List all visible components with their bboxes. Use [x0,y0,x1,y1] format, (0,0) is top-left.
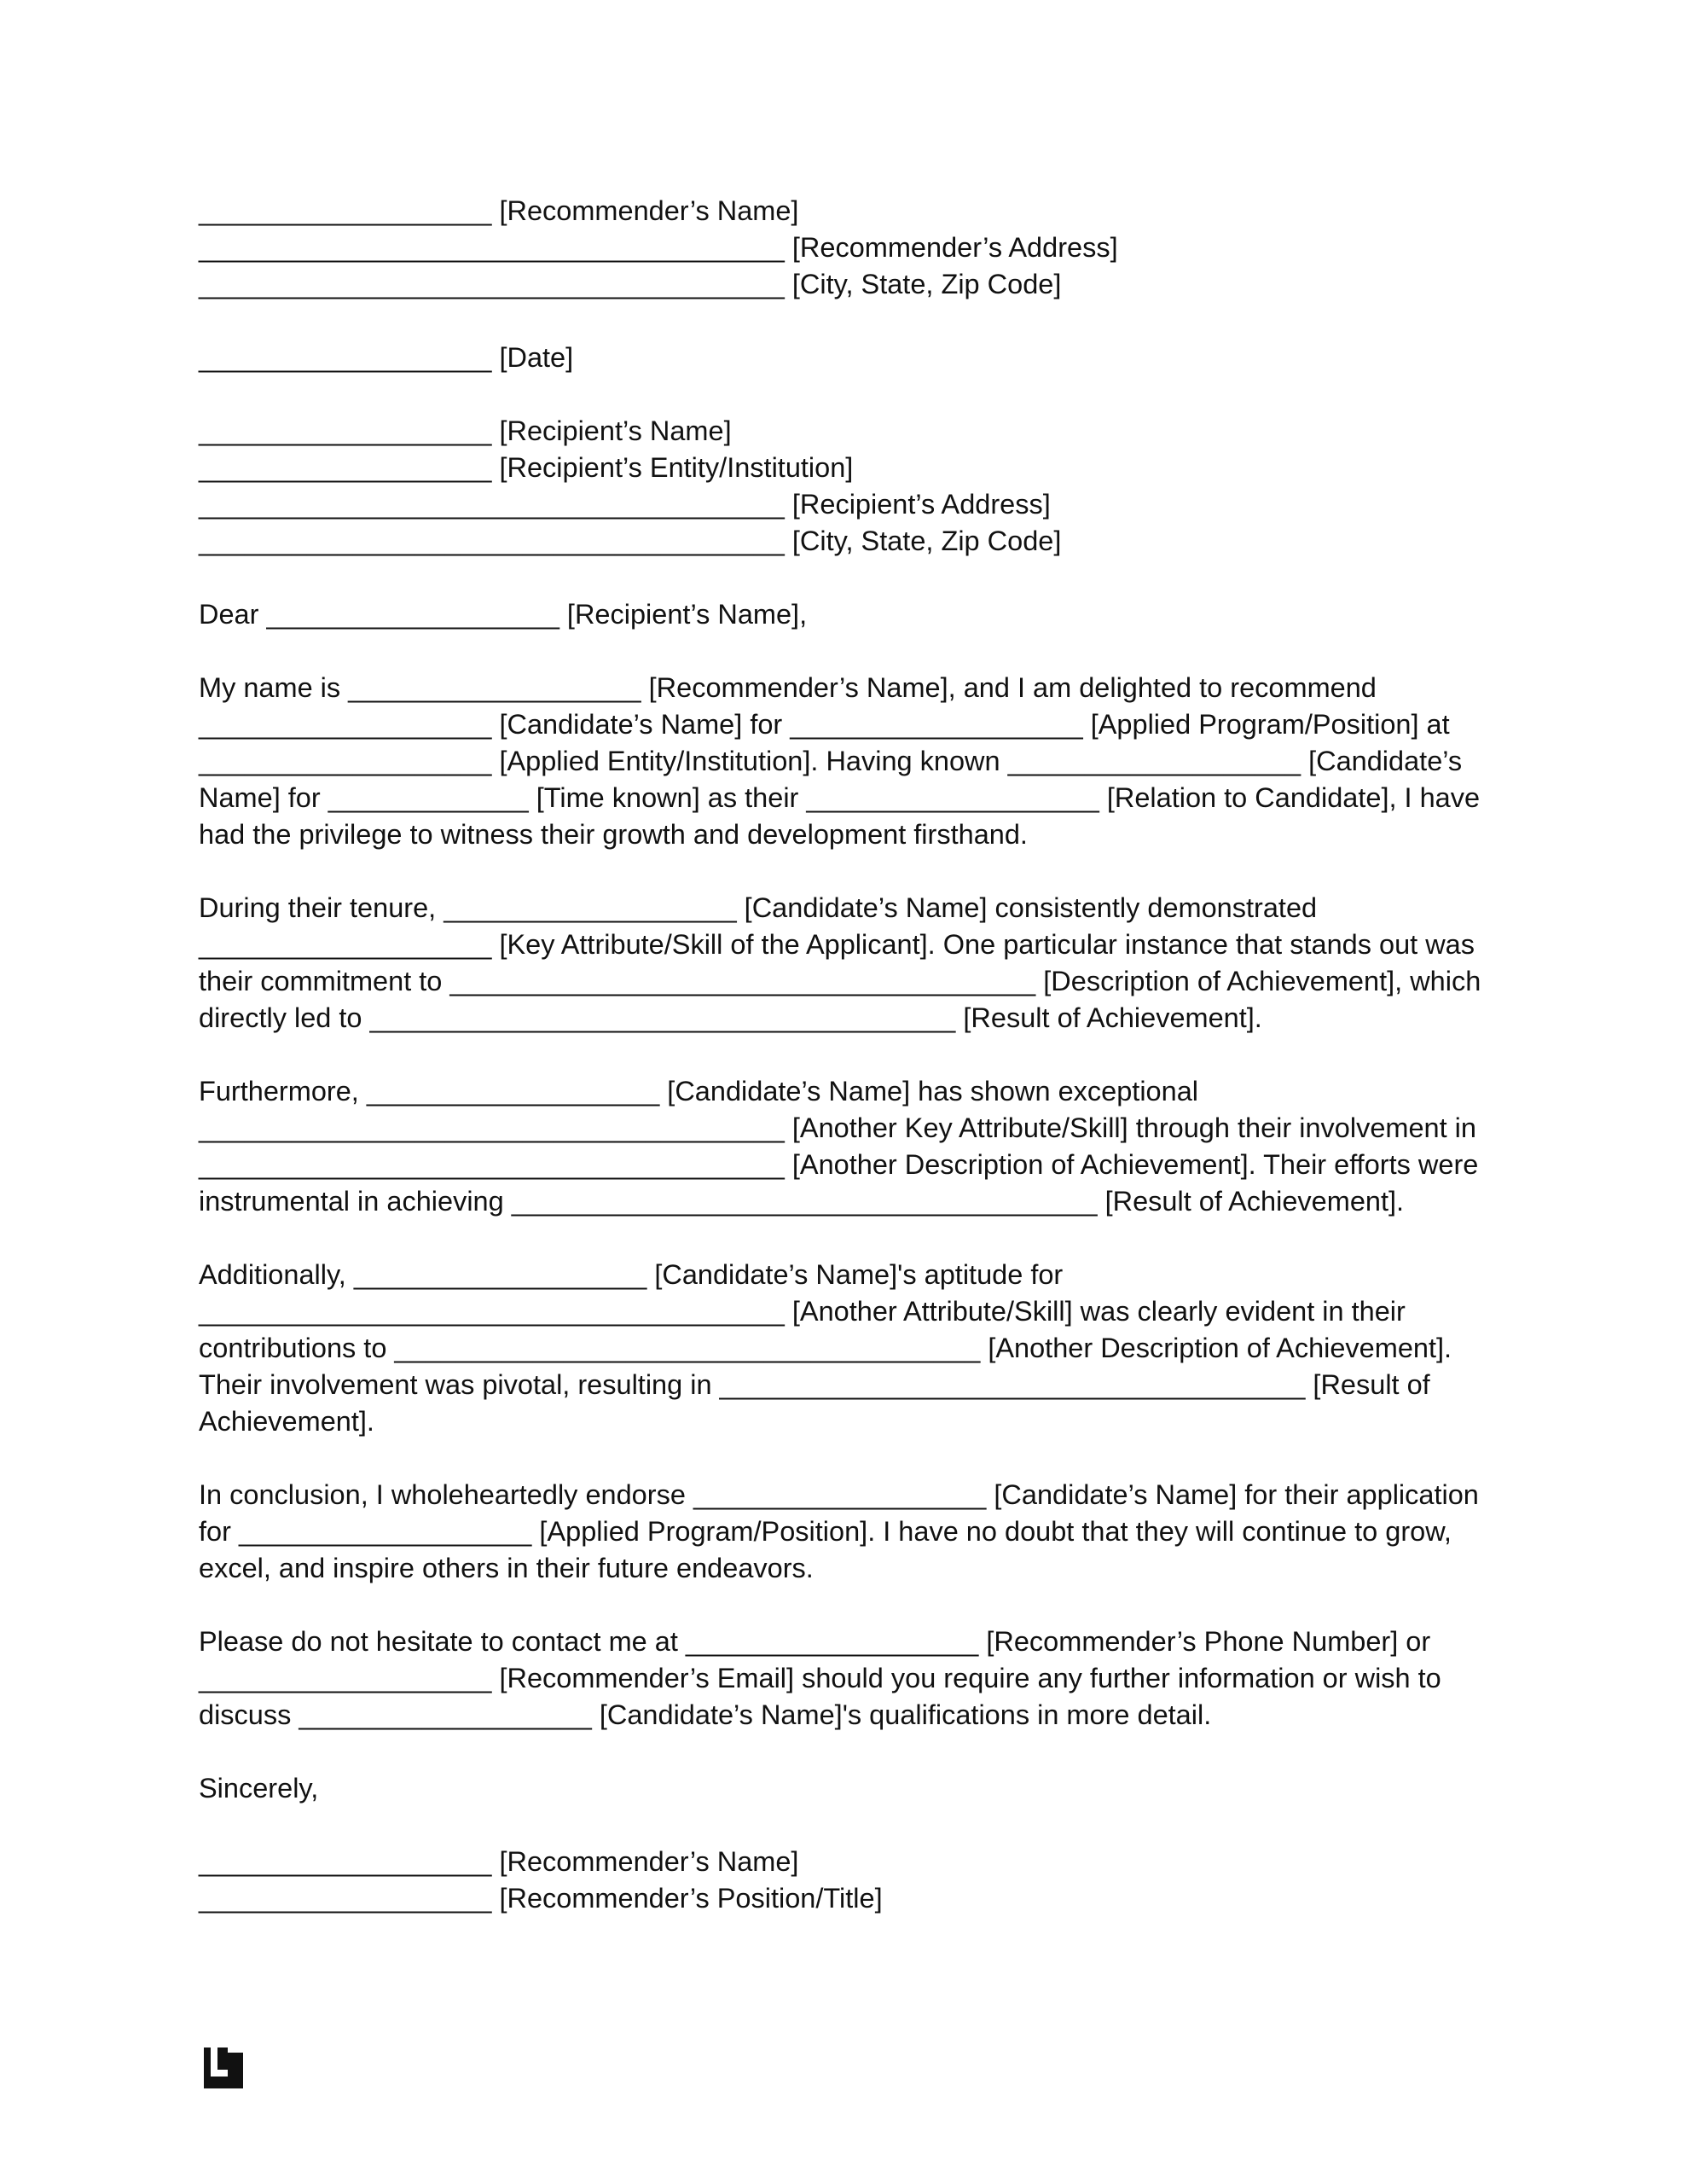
paragraph-tenure [199,890,1495,1037]
paragraph-additionally [199,1257,1495,1440]
letter-body [199,193,1495,1917]
paragraph-line: instrumental in achieving ______________________________________ [Result of Achievement]. [199,1186,1405,1217]
date-line: ___________________ [Date] [199,342,574,373]
paragraph-line: contributions to ______________________________________ [Another Description of Achievement]. [199,1333,1452,1363]
paragraph-line: directly led to ______________________________________ [Result of Achievement]. [199,1002,1262,1033]
paragraph-line: Their involvement was pivotal, resulting in ______________________________________ [Result of [199,1369,1430,1400]
paragraph-line: Name] for _____________ [Time known] as their ___________________ [Relation to Candidate], I have [199,782,1481,813]
signature-title-line: ___________________ [Recommender’s Position/Title] [199,1883,883,1914]
paragraph-line: for ___________________ [Applied Program/Position]. I have no doubt that they will continue to grow, [199,1516,1452,1547]
paragraph-line: In conclusion, I wholeheartedly endorse ___________________ [Candidate’s Name] for their application [199,1479,1479,1510]
salutation: Dear ___________________ [Recipient’s Name], [199,599,808,630]
paragraph-line: ______________________________________ [Another Key Attribute/Skill] through their involvement in [199,1112,1476,1143]
paragraph-intro [199,670,1495,853]
paragraph-line: During their tenure, ___________________ [Candidate’s Name] consistently demonstrated [199,892,1318,923]
paragraph-contact [199,1623,1495,1734]
closing: Sincerely, [199,1773,319,1804]
paragraph-line: Furthermore, ___________________ [Candidate’s Name] has shown exceptional [199,1076,1198,1107]
paragraph-line: their commitment to ______________________________________ [Description of Achievement], which [199,966,1481,996]
recipient-entity-line: ___________________ [Recipient’s Entity/Institution] [199,452,854,483]
recipient-address-line: ______________________________________ [Recipient’s Address] [199,489,1051,520]
recipient-name-line: ___________________ [Recipient’s Name] [199,415,732,446]
paragraph-line: had the privilege to witness their growth and development firsthand. [199,819,1028,850]
paragraph-line: Additionally, ___________________ [Candidate’s Name]'s aptitude for [199,1259,1064,1290]
paragraph-conclusion [199,1477,1495,1587]
paragraph-line: ___________________ [Key Attribute/Skill of the Applicant]. One particular instance that stands out was [199,929,1475,960]
paragraph-line: discuss ___________________ [Candidate’s Name]'s qualifications in more detail. [199,1699,1212,1730]
paragraph-furthermore [199,1073,1495,1220]
paragraph-line: excel, and inspire others in their future endeavors. [199,1553,814,1583]
paragraph-line: ___________________ [Candidate’s Name] for ___________________ [Applied Program/Position] at [199,709,1450,740]
document-logo-icon [204,2048,245,2088]
sender-address-line: ______________________________________ [Recommender’s Address] [199,232,1118,263]
signature-name-line: ___________________ [Recommender’s Name] [199,1846,799,1877]
paragraph-line: ______________________________________ [Another Description of Achievement]. Their efforts were [199,1149,1479,1180]
paragraph-line: My name is ___________________ [Recommender’s Name], and I am delighted to recommend [199,672,1377,703]
paragraph-line: ___________________ [Recommender’s Email] should you require any further information or wish to [199,1663,1441,1693]
paragraph-line: Achievement]. [199,1406,374,1437]
paragraph-line: ___________________ [Applied Entity/Institution]. Having known ___________________ [Candidate’s [199,746,1463,776]
sender-name-line: ___________________ [Recommender’s Name] [199,195,799,226]
paragraph-line: Please do not hesitate to contact me at ___________________ [Recommender’s Phone Number] or [199,1626,1431,1657]
recipient-city-line: ______________________________________ [City, State, Zip Code] [199,526,1062,556]
sender-city-line: ______________________________________ [City, State, Zip Code] [199,269,1062,299]
paragraph-line: ______________________________________ [Another Attribute/Skill] was clearly evident in their [199,1296,1406,1327]
